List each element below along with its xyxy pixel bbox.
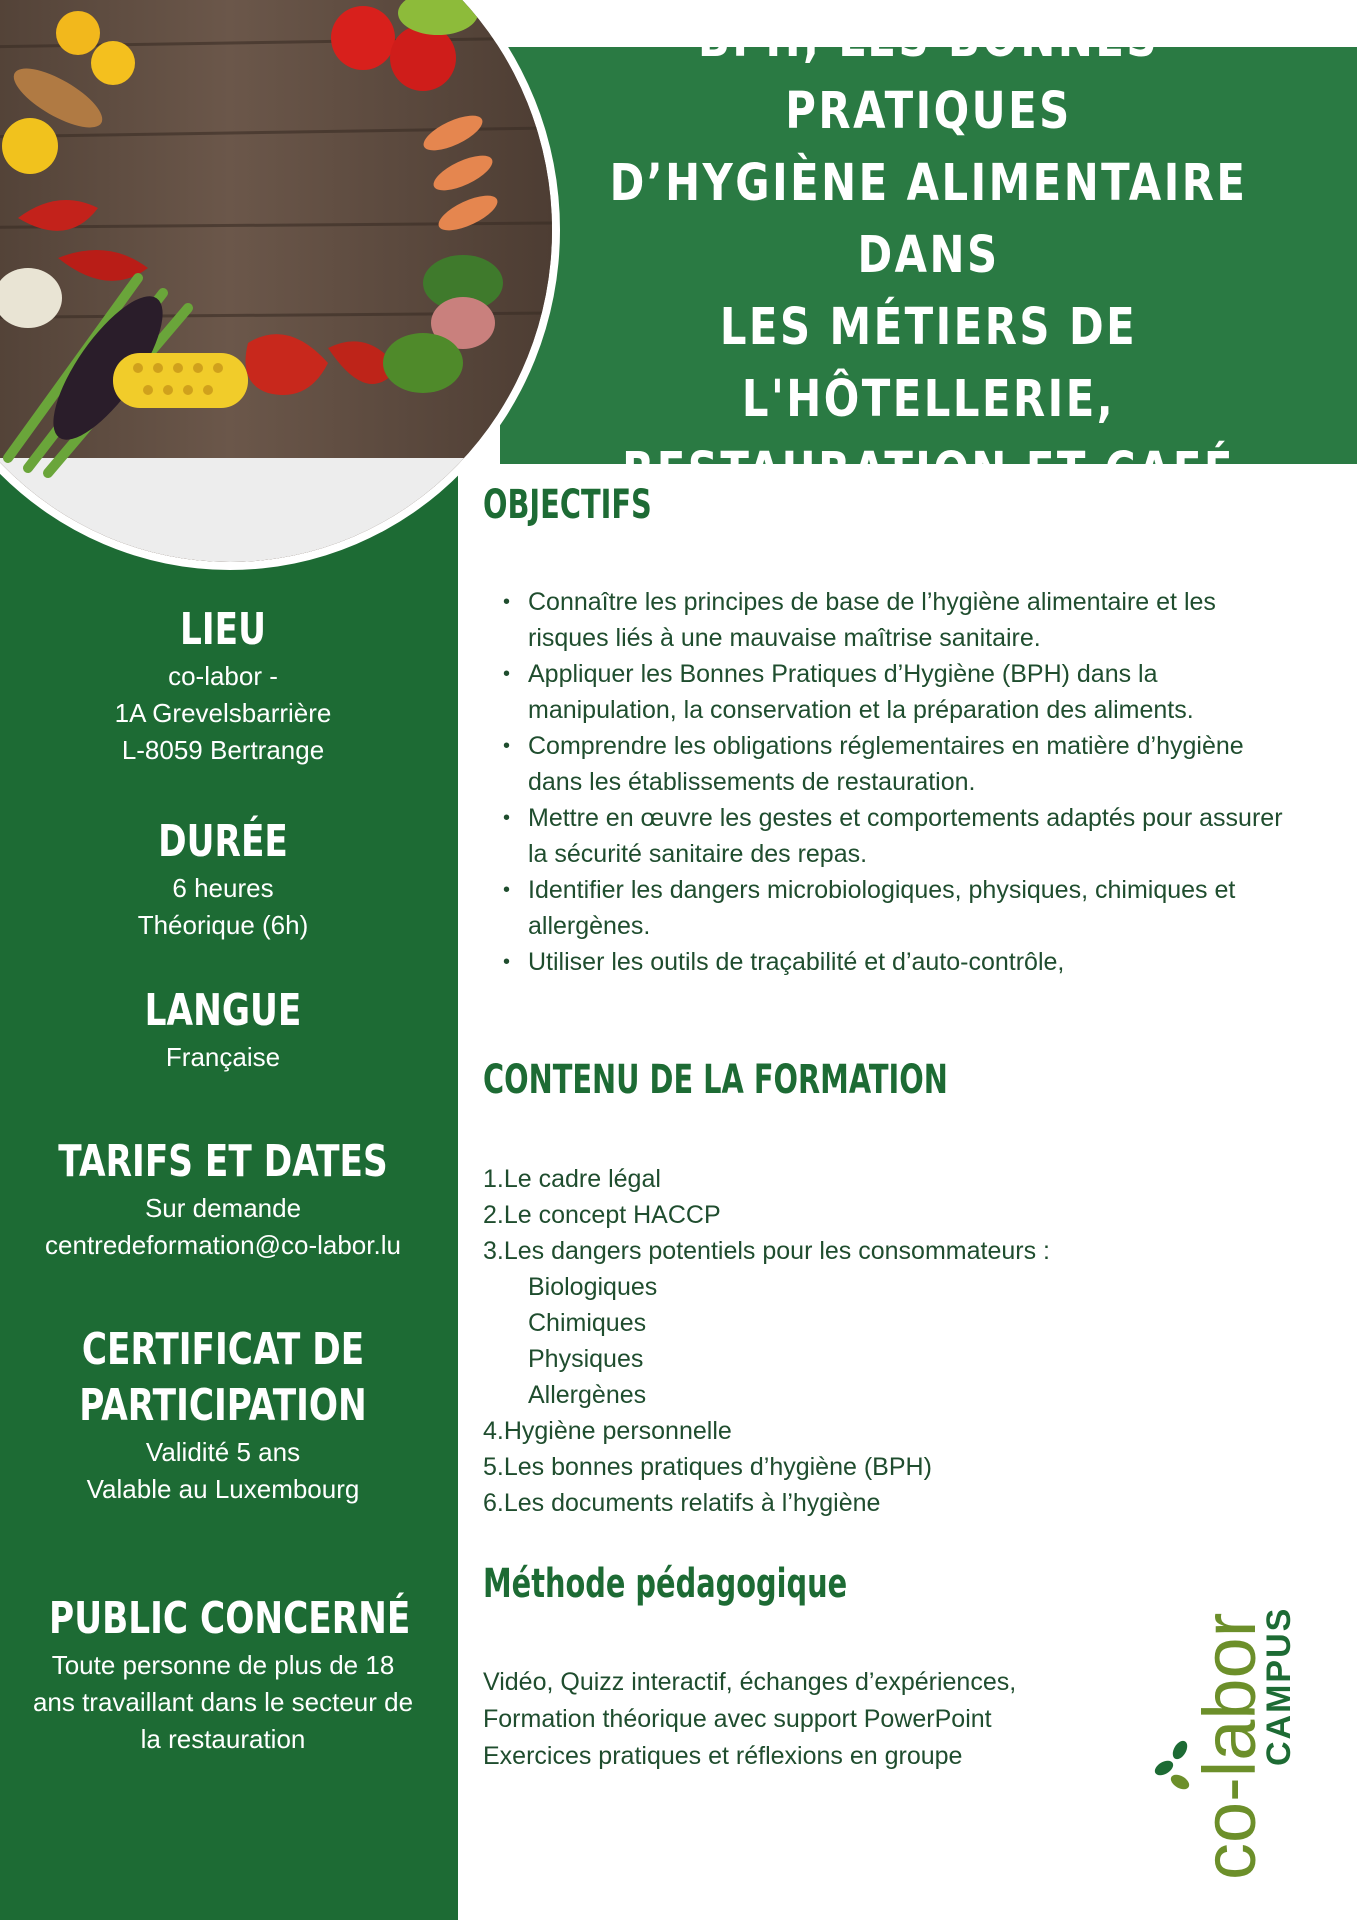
list-sub-item: Chimiques xyxy=(528,1309,647,1337)
contenu-heading: CONTENU DE LA FORMATION xyxy=(483,1057,948,1103)
duree-line: 6 heures xyxy=(172,873,274,903)
food-photo xyxy=(0,0,560,570)
list-item: • Utiliser les outils de traçabilité et d’auto-contrôle, xyxy=(483,944,1343,980)
public-line: Toute personne de plus de 18 xyxy=(51,1650,395,1680)
lieu-line: co-labor - xyxy=(168,661,278,691)
langue-heading: LANGUE xyxy=(144,985,302,1036)
public-line: la restauration xyxy=(140,1724,306,1754)
logo-word: co-labor xyxy=(1188,1612,1271,1880)
langue-line: Française xyxy=(165,1042,281,1072)
duree-block xyxy=(0,814,446,944)
list-sub-item: Biologiques xyxy=(528,1273,658,1301)
contenu-list xyxy=(483,1161,1050,1521)
leaf-icon xyxy=(1152,1738,1191,1792)
public-heading: PUBLIC CONCERNÉ xyxy=(49,1593,411,1644)
certificat-line: Validité 5 ans xyxy=(145,1437,301,1467)
title-line-4: RESTAURATION ET CAFÉ xyxy=(622,441,1235,501)
methode-line: Formation théorique avec support PowerPoint xyxy=(483,1705,992,1733)
duree-heading: DURÉE xyxy=(158,816,288,867)
title-line-1: BPH, LES BONNES PRATIQUES xyxy=(698,9,1159,141)
certificat-heading: PARTICIPATION xyxy=(79,1380,367,1431)
logo-sub: CAMPUS xyxy=(1260,1606,1298,1766)
contact-email[interactable]: centredeformation@co-labor.lu xyxy=(45,1230,401,1260)
list-item: • Connaître les principes de base de l’hygiène alimentaire et les risques liés à une mauvaise maîtrise sanitaire. xyxy=(483,584,1343,656)
list-item: 5.Les bonnes pratiques d’hygiène (BPH) xyxy=(483,1453,932,1481)
list-sub-item: Allergènes xyxy=(528,1381,647,1409)
lieu-line: L-8059 Bertrange xyxy=(121,735,325,765)
methode-heading: Méthode pédagogique xyxy=(483,1561,848,1607)
methode-text xyxy=(483,1664,1016,1775)
food-illustration xyxy=(0,0,552,562)
lieu-line: 1A Grevelsbarrière xyxy=(114,698,332,728)
list-item: 2.Le concept HACCP xyxy=(483,1201,721,1229)
list-item: • Identifier les dangers microbiologiques, physiques, chimiques et allergènes. xyxy=(483,872,1343,944)
tarifs-line: Sur demande xyxy=(144,1193,302,1223)
lieu-heading: LIEU xyxy=(180,604,266,655)
lieu-block xyxy=(0,602,446,769)
co-labor-campus-logo xyxy=(1140,1570,1340,1890)
list-item: 1.Le cadre légal xyxy=(483,1165,661,1193)
certificat-line: Valable au Luxembourg xyxy=(86,1474,360,1504)
tarifs-heading: TARIFS ET DATES xyxy=(58,1136,388,1187)
tarifs-block xyxy=(0,1134,446,1264)
methode-line: Exercices pratiques et réflexions en groupe xyxy=(483,1742,963,1770)
certificat-block xyxy=(0,1322,446,1508)
public-block xyxy=(0,1591,446,1758)
list-item: • Comprendre les obligations réglementaires en matière d’hygiène dans les établissements de restauration. xyxy=(483,728,1343,800)
title-line-2: D’HYGIÈNE ALIMENTAIRE DANS xyxy=(609,153,1248,285)
certificat-heading: CERTIFICAT DE xyxy=(81,1324,365,1375)
list-item: • Mettre en œuvre les gestes et comportements adaptés pour assurer la sécurité sanitaire des repas. xyxy=(483,800,1343,872)
title-banner xyxy=(500,9,1357,501)
list-item: 3.Les dangers potentiels pour les consommateurs : xyxy=(483,1237,1050,1265)
title-line-3: LES MÉTIERS DE L'HÔTELLERIE, xyxy=(719,297,1138,429)
objectifs-heading: OBJECTIFS xyxy=(483,482,652,528)
list-item: • Appliquer les Bonnes Pratiques d’Hygiène (BPH) dans la manipulation, la conservation et la préparation des aliments. xyxy=(483,656,1343,728)
public-line: ans travaillant dans le secteur de xyxy=(32,1687,414,1717)
list-item: 4.Hygiène personnelle xyxy=(483,1417,732,1445)
page-title xyxy=(577,4,1280,508)
duree-line: Théorique (6h) xyxy=(137,910,309,940)
langue-block xyxy=(0,983,446,1076)
list-item: 6.Les documents relatifs à l’hygiène xyxy=(483,1489,881,1517)
list-sub-item: Physiques xyxy=(528,1345,644,1373)
methode-line: Vidéo, Quizz interactif, échanges d’expériences, xyxy=(483,1668,1017,1696)
objectifs-list xyxy=(483,584,1343,980)
